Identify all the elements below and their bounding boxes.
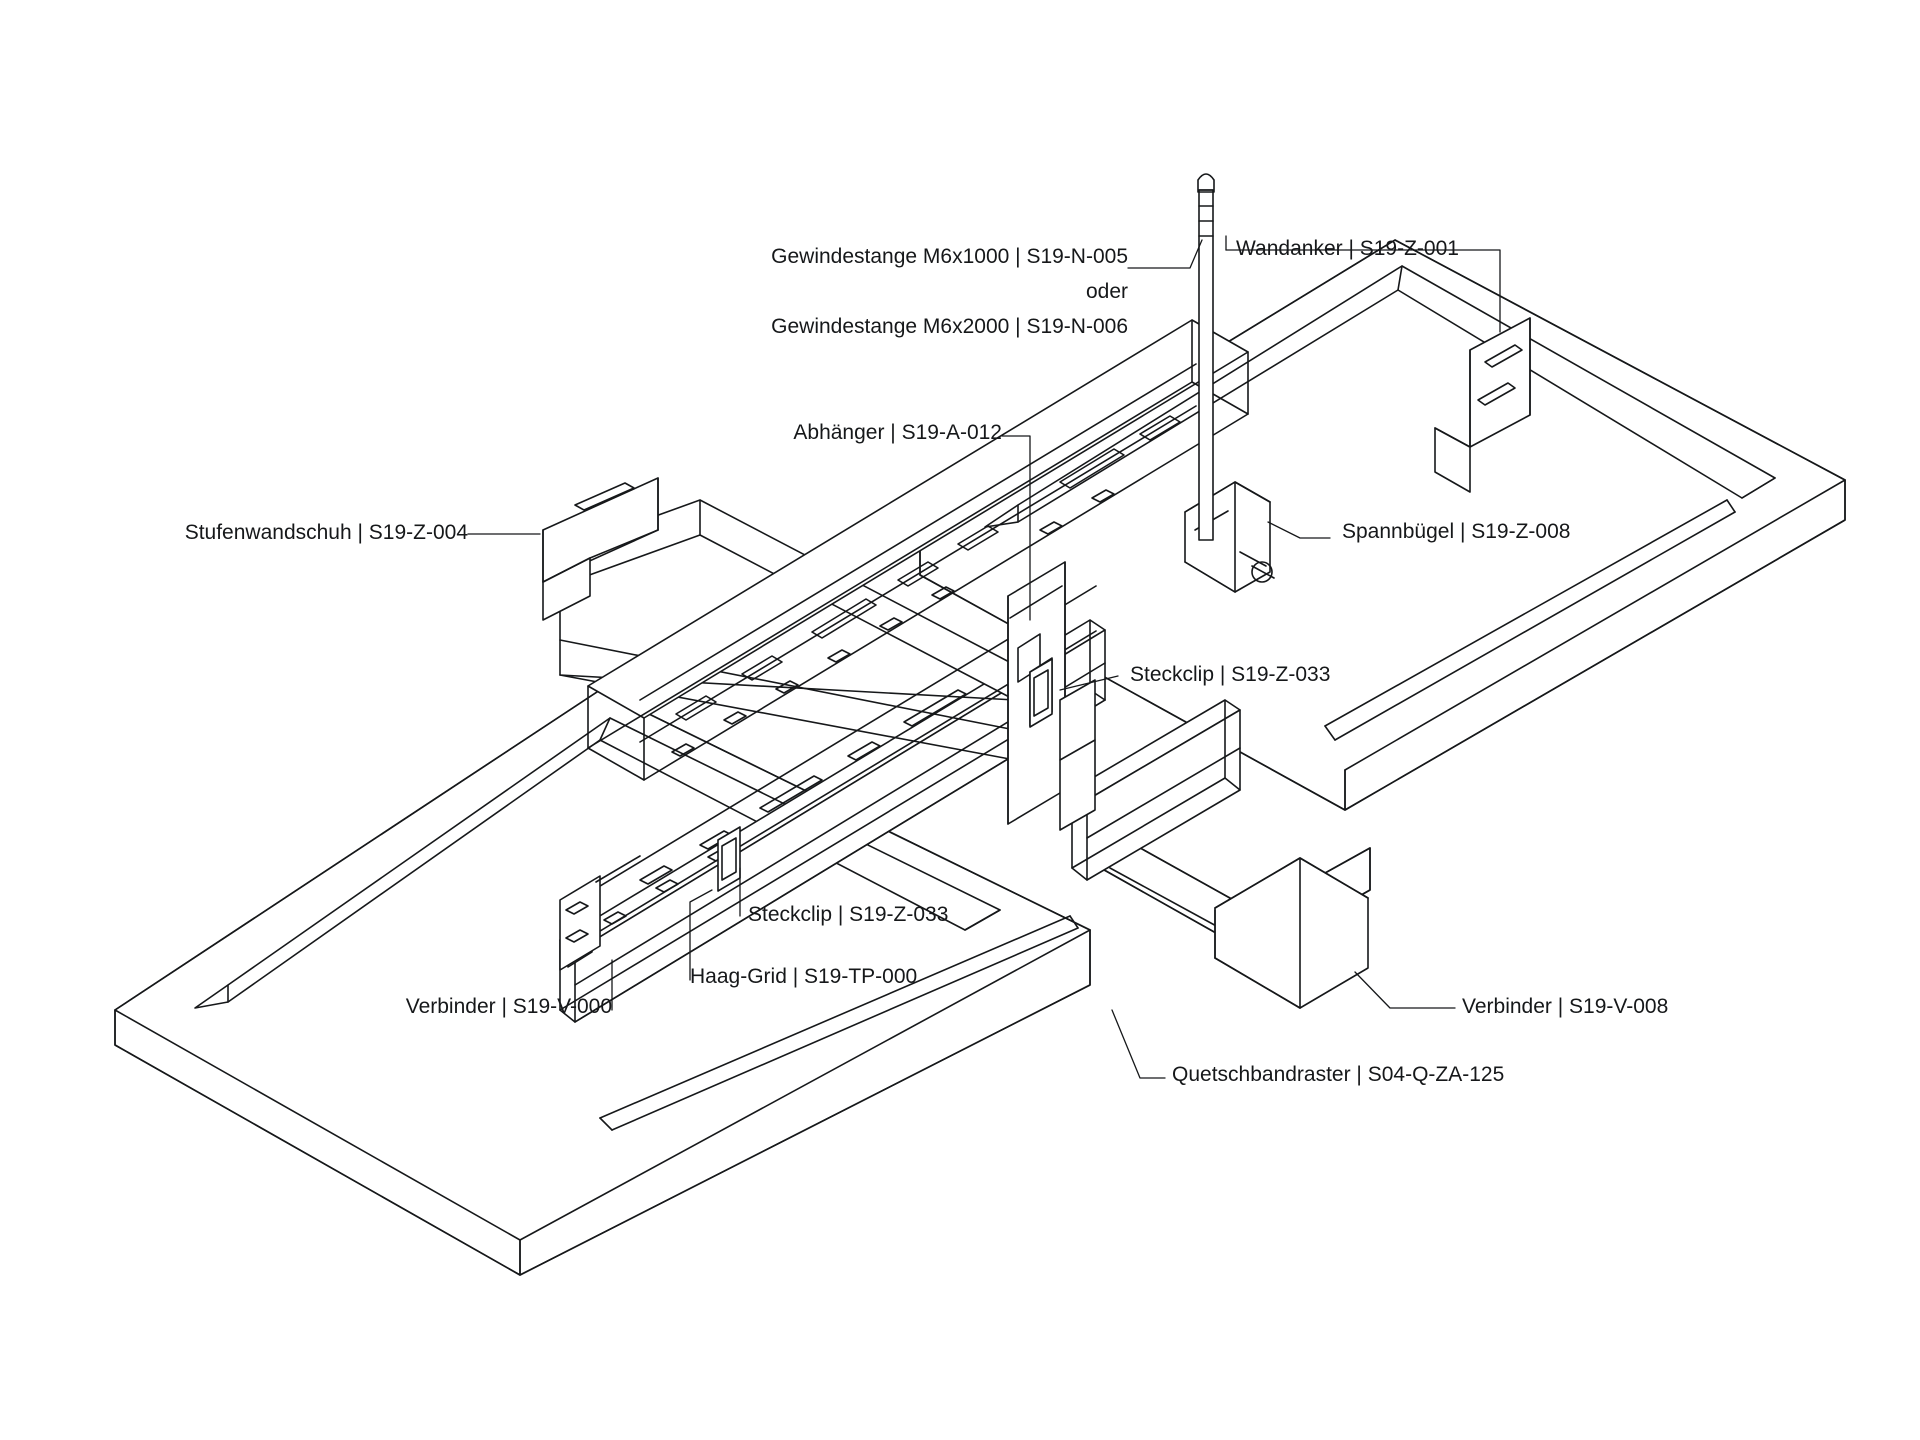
steckclip-upper bbox=[1030, 659, 1052, 727]
leader-quetschbandraster bbox=[1112, 1010, 1165, 1078]
label-wandanker: Wandanker | S19-Z-001 bbox=[1236, 237, 1459, 260]
label-steckclip-lower: Steckclip | S19-Z-033 bbox=[748, 903, 949, 926]
label-haag-grid: Haag-Grid | S19-TP-000 bbox=[690, 965, 918, 988]
threaded-rod bbox=[1198, 174, 1214, 540]
label-spannbuegel: Spannbügel | S19-Z-008 bbox=[1342, 520, 1571, 543]
label-verbinder-v000: Verbinder | S19-V-000 bbox=[405, 995, 612, 1018]
leader-verbinder-right bbox=[1355, 972, 1455, 1008]
leader-gewindestange bbox=[1128, 240, 1202, 268]
label-verbinder-v008: Verbinder | S19-V-008 bbox=[1462, 995, 1669, 1018]
label-abhaenger: Abhänger | S19-A-012 bbox=[793, 421, 1002, 444]
label-steckclip-upper: Steckclip | S19-Z-033 bbox=[1130, 663, 1331, 686]
label-quetschbandraster: Quetschbandraster | S04-Q-ZA-125 bbox=[1172, 1063, 1505, 1086]
label-gewindestange-m6x1000: Gewindestange M6x1000 | S19-N-005 bbox=[771, 245, 1128, 268]
label-oder: oder bbox=[1085, 280, 1128, 303]
label-stufenwandschuh: Stufenwandschuh | S19-Z-004 bbox=[184, 521, 468, 544]
center-web bbox=[1060, 680, 1095, 830]
label-gewindestange-m6x2000: Gewindestange M6x2000 | S19-N-006 bbox=[771, 315, 1128, 338]
quetschbandraster-rail bbox=[1072, 700, 1240, 958]
